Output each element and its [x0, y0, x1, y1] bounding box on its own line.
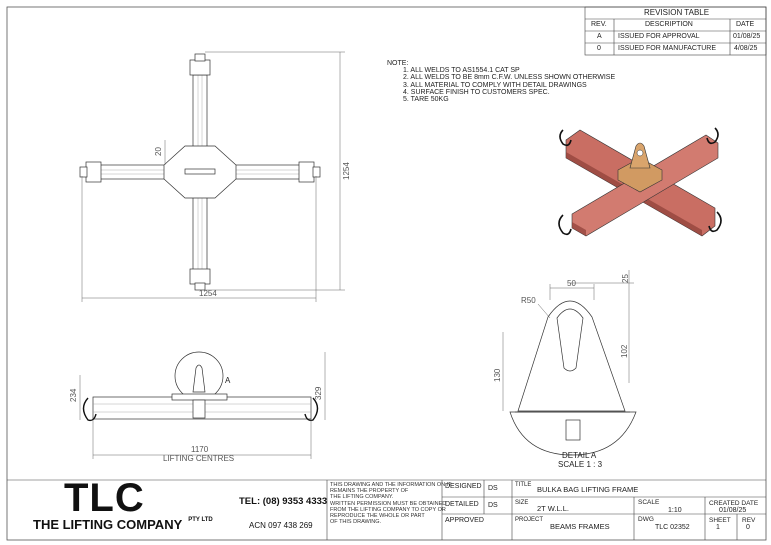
- company-acn: ACN 097 438 269: [249, 521, 313, 530]
- company-logo: TLC: [64, 476, 145, 520]
- notes-title: NOTE:: [387, 60, 409, 67]
- note-item: 1. ALL WELDS TO AS1554.1 CAT SP: [403, 67, 520, 75]
- company-phone: TEL: (08) 9353 4333: [239, 496, 328, 507]
- revision-row-date: 01/08/25: [733, 33, 761, 40]
- company-suffix: PTY LTD: [188, 517, 213, 523]
- iso-hook-3: [559, 215, 571, 234]
- side-dim-left: 234: [69, 388, 78, 402]
- plan-view: [80, 54, 320, 290]
- disclaimer-line: OF THIS DRAWING.: [330, 519, 382, 526]
- detail-dim-overall: 130: [493, 368, 502, 382]
- detail-dim-width: 50: [567, 279, 576, 288]
- side-view: [84, 352, 318, 420]
- drawing-title: BULKA BAG LIFTING FRAME: [537, 485, 639, 494]
- disclaimer-line: FROM THE LIFTING COMPANY TO COPY OR: [330, 506, 446, 513]
- disclaimer-line: THIS DRAWING AND THE INFORMATION ON IT: [330, 482, 452, 488]
- plan-end-fitting-top: [190, 60, 210, 75]
- side-dim-right: 329: [314, 386, 323, 400]
- scale-label: SCALE: [638, 499, 660, 506]
- created-date-label: CREATED DATE: [709, 500, 759, 507]
- note-item: 2. ALL WELDS TO BE 8mm C.F.W. UNLESS SHOWN OTHERWISE: [403, 74, 616, 82]
- company-name: [33, 517, 213, 532]
- created-date-value: 01/08/25: [719, 507, 747, 514]
- iso-render: [559, 128, 721, 236]
- sheet-label: SHEET: [709, 517, 731, 524]
- project-value: BEAMS FRAMES: [550, 522, 610, 531]
- side-centres-label: LIFTING CENTRES: [163, 454, 235, 463]
- detail-callout-a: A: [225, 376, 231, 385]
- designed-value: DS: [488, 485, 498, 492]
- plan-end-fitting-bottom: [190, 269, 210, 284]
- sheet-value: 1: [716, 524, 720, 531]
- revision-row-description: ISSUED FOR APPROVAL: [618, 33, 700, 40]
- copyright-disclaimer: [330, 482, 452, 525]
- detail-dim-radius: R50: [521, 296, 536, 305]
- plan-dim-height: 1254: [342, 162, 351, 180]
- revision-row-rev: A: [597, 33, 602, 40]
- detail-title: DETAIL A: [562, 451, 597, 460]
- detail-dim-inner: 102: [620, 344, 629, 358]
- detail-shackle: [566, 420, 580, 440]
- note-item: 3. ALL MATERIAL TO COMPLY WITH DETAIL DRAWINGS: [403, 81, 587, 89]
- revision-row-description: ISSUED FOR MANUFACTURE: [618, 45, 717, 52]
- plan-dim-width: 1254: [199, 289, 217, 298]
- note-item: 4. SURFACE FINISH TO CUSTOMERS SPEC.: [403, 88, 550, 96]
- size-value: 2T W.L.L.: [537, 504, 569, 513]
- dwg-number: TLC 02352: [655, 524, 690, 531]
- disclaimer-line: REPRODUCE THE WHOLE OR PART: [330, 513, 425, 520]
- plan-dim-small: 20: [154, 147, 163, 156]
- dwg-label: DWG: [638, 516, 654, 523]
- detailed-label: DETAILED: [445, 501, 479, 508]
- plan-end-fitting-right: [299, 162, 314, 182]
- revision-table-title: REVISION TABLE: [644, 8, 710, 17]
- revision-header-description: DESCRIPTION: [645, 21, 693, 28]
- company-name-text: THE LIFTING COMPANY: [33, 517, 183, 532]
- detail-scale: SCALE 1 : 3: [558, 460, 603, 469]
- plan-end-fitting-left: [86, 162, 101, 182]
- disclaimer-line: REMAINS THE PROPERTY OF: [330, 488, 409, 495]
- revision-header-date: DATE: [736, 21, 755, 28]
- revision-row-rev: 0: [597, 45, 601, 52]
- detail-a-view: [510, 301, 636, 455]
- revision-header-rev: REV.: [591, 21, 607, 28]
- title-label: TITLE: [515, 482, 532, 488]
- rev-value: 0: [746, 524, 750, 531]
- detailed-value: DS: [488, 502, 498, 509]
- approved-label: APPROVED: [445, 517, 484, 524]
- side-dim-centres: 1170: [191, 445, 209, 454]
- disclaimer-line: THE LIFTING COMPANY.: [330, 494, 394, 501]
- project-label: PROJECT: [515, 517, 544, 523]
- note-item: 5. TARE 50KG: [403, 96, 449, 104]
- notes-block: [387, 60, 615, 103]
- revision-row-date: 4/08/25: [734, 45, 758, 52]
- size-label: SIZE: [515, 500, 529, 506]
- designed-label: DESIGNED: [445, 483, 482, 490]
- detail-dim-top: 25: [621, 274, 630, 283]
- scale-value: 1:10: [668, 507, 682, 514]
- rev-label: REV: [742, 517, 756, 524]
- disclaimer-line: WRITTEN PERMISSION MUST BE OBTAINED: [330, 500, 447, 507]
